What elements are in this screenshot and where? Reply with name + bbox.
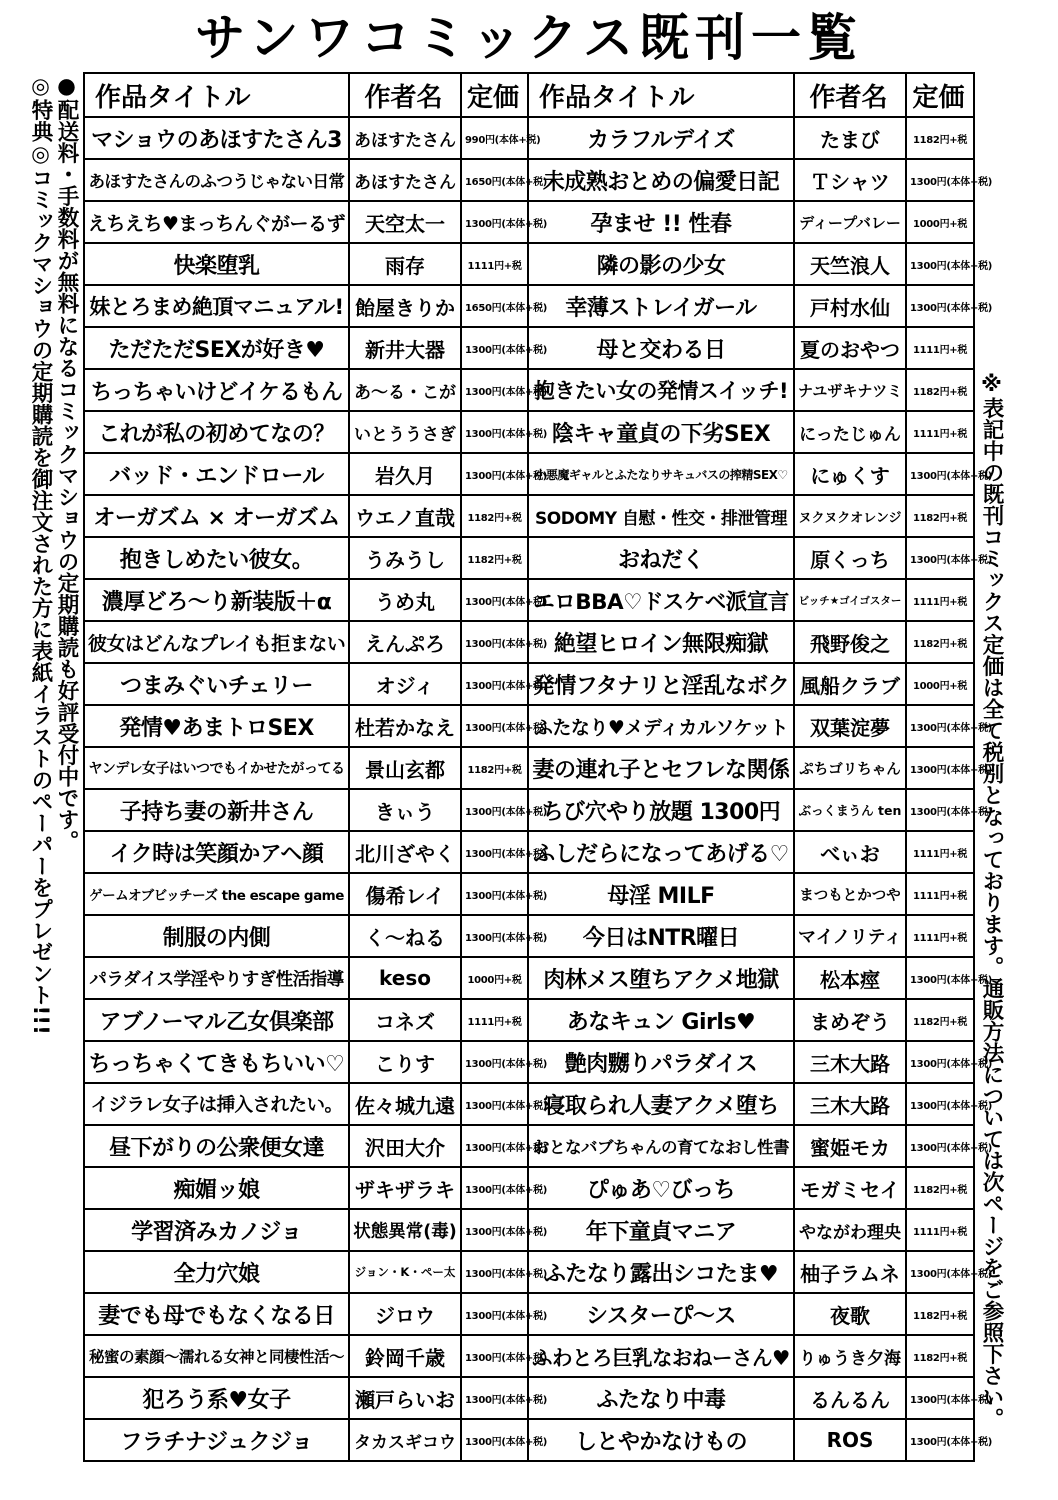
left-price-cell: 1300円(本体+税) — [461, 621, 528, 663]
left-author-cell: 鈴岡千歳 — [349, 1335, 461, 1377]
left-title-cell: 発情♥あまトロSEX — [84, 705, 349, 747]
table-row — [84, 789, 974, 831]
right-author-cell: Ｔシャツ — [794, 159, 906, 201]
right-price-cell: 1111円+税 — [906, 831, 974, 873]
table-row — [84, 411, 974, 453]
right-author-cell: 原くっち — [794, 537, 906, 579]
left-title-cell: イク時は笑顔かアヘ顔 — [84, 831, 349, 873]
right-price-cell: 1182円+税 — [906, 117, 974, 159]
left-title-cell: フラチナジュクジョ — [84, 1419, 349, 1461]
table-header-row — [84, 73, 974, 117]
left-title-cell: オーガズム × オーガズム — [84, 495, 349, 537]
right-author-cell: 三木大路 — [794, 1041, 906, 1083]
right-title-cell: SODOMY 自慰・性交・排泄管理 — [528, 495, 794, 537]
right-price-cell: 1300円(本体+税) — [906, 1083, 974, 1125]
table-row — [84, 1251, 974, 1293]
right-title-cell: 孕ませ !! 性春 — [528, 201, 794, 243]
left-title-cell: 制服の内側 — [84, 915, 349, 957]
left-price-cell: 990円(本体+税) — [461, 117, 528, 159]
right-author-cell: 飛野俊之 — [794, 621, 906, 663]
right-price-cell: 1111円+税 — [906, 1209, 974, 1251]
right-title-cell: 未成熟おとめの偏愛日記 — [528, 159, 794, 201]
left-title-cell: 濃厚どろ〜り新装版＋α — [84, 579, 349, 621]
right-title-cell: 小悪魔ギャルとふたなりサキュバスの搾精SEX♡ — [528, 453, 794, 495]
right-title-cell: 陰キャ童貞の下劣SEX — [528, 411, 794, 453]
left-author-cell: ジロウ — [349, 1293, 461, 1335]
right-title-cell: 肉林メス堕ちアクメ地獄 — [528, 957, 794, 999]
left-price-cell: 1300円(本体+税) — [461, 1083, 528, 1125]
table-row — [84, 621, 974, 663]
left-price-cell: 1300円(本体+税) — [461, 411, 528, 453]
left-author-cell: 景山玄都 — [349, 747, 461, 789]
right-title-cell: あなキュン Girls♥ — [528, 999, 794, 1041]
header-title-right: 作品タイトル — [528, 73, 794, 117]
right-author-cell: まつもとかつや — [794, 873, 906, 915]
right-author-cell: ROS — [794, 1419, 906, 1461]
right-author-cell: モガミセイ — [794, 1167, 906, 1209]
right-title-cell: ちび穴やり放題 1300円 — [528, 789, 794, 831]
right-title-cell: 隣の影の少女 — [528, 243, 794, 285]
table-row — [84, 999, 974, 1041]
right-title-cell: 絶望ヒロイン無限痴獄 — [528, 621, 794, 663]
left-title-cell: 犯ろう系♥女子 — [84, 1377, 349, 1419]
left-author-cell: く〜ねる — [349, 915, 461, 957]
table-row — [84, 705, 974, 747]
left-price-cell: 1300円(本体+税) — [461, 1167, 528, 1209]
left-author-cell: ジョン・K・ペー太 — [349, 1251, 461, 1293]
right-price-cell: 1111円+税 — [906, 327, 974, 369]
left-author-cell: あ〜る・こが — [349, 369, 461, 411]
left-price-cell: 1182円+税 — [461, 537, 528, 579]
right-title-cell: 寝取られ人妻アクメ堕ち — [528, 1083, 794, 1125]
left-title-cell: パラダイス学淫やりすぎ性活指導 — [84, 957, 349, 999]
bonus-note: ◎特典◎コミックマショウの定期購読を御注文された方に表紙イラストのペーパーをプレゼント!!! — [28, 74, 53, 1035]
right-author-cell: マイノリティ — [794, 915, 906, 957]
left-price-cell: 1300円(本体+税) — [461, 369, 528, 411]
left-price-cell: 1650円(本体+税) — [461, 285, 528, 327]
left-author-cell: ザキザラキ — [349, 1167, 461, 1209]
right-price-cell: 1300円(本体+税) — [906, 1251, 974, 1293]
left-title-cell: バッド・エンドロール — [84, 453, 349, 495]
right-author-cell: たまび — [794, 117, 906, 159]
right-title-cell: おとなバブちゃんの育てなおし性書 — [528, 1125, 794, 1167]
left-title-cell: これが私の初めてなの？ — [84, 411, 349, 453]
left-author-cell: あほすたさん — [349, 117, 461, 159]
right-author-cell: ディープバレー — [794, 201, 906, 243]
left-title-cell: 全力穴娘 — [84, 1251, 349, 1293]
table-row — [84, 453, 974, 495]
left-price-cell: 1182円+税 — [461, 747, 528, 789]
table-row — [84, 1293, 974, 1335]
left-author-cell: keso — [349, 957, 461, 999]
right-price-cell: 1000円+税 — [906, 663, 974, 705]
table-row — [84, 495, 974, 537]
table-row — [84, 915, 974, 957]
right-author-cell: まめぞう — [794, 999, 906, 1041]
left-title-cell: 学習済みカノジョ — [84, 1209, 349, 1251]
left-title-cell: 秘蜜の素顔〜濡れる女神と同棲性活〜 — [84, 1335, 349, 1377]
right-title-cell: ふわとろ巨乳なおねーさん♥ — [528, 1335, 794, 1377]
left-title-cell: 妻でも母でもなくなる日 — [84, 1293, 349, 1335]
left-title-cell: ヤンデレ女子はいつでもイかせたがってる — [84, 747, 349, 789]
left-price-cell: 1300円(本体+税) — [461, 789, 528, 831]
right-price-cell: 1300円(本体+税) — [906, 285, 974, 327]
right-title-cell: 幸薄ストレイガール — [528, 285, 794, 327]
table-row — [84, 1083, 974, 1125]
right-author-cell: ぶっくまうん ten — [794, 789, 906, 831]
left-price-cell: 1300円(本体+税) — [461, 663, 528, 705]
right-title-cell: シスターぴ〜ス — [528, 1293, 794, 1335]
table-row — [84, 1167, 974, 1209]
left-price-cell: 1300円(本体+税) — [461, 831, 528, 873]
left-author-cell: コネズ — [349, 999, 461, 1041]
table-row — [84, 117, 974, 159]
left-author-cell: えんぷろ — [349, 621, 461, 663]
page-title: サンワコミックス既刊一覧 — [195, 9, 863, 67]
table-row — [84, 747, 974, 789]
table-row — [84, 369, 974, 411]
left-title-cell: 抱きしめたい彼女。 — [84, 537, 349, 579]
right-price-cell: 1182円+税 — [906, 495, 974, 537]
table-row — [84, 1125, 974, 1167]
left-price-cell: 1182円+税 — [461, 495, 528, 537]
left-author-cell: 飴屋きりか — [349, 285, 461, 327]
left-author-cell: 佐々城九遠 — [349, 1083, 461, 1125]
right-author-cell: 夏のおやつ — [794, 327, 906, 369]
left-price-cell: 1300円(本体+税) — [461, 201, 528, 243]
left-title-cell: あほすたさんのふつうじゃない日常 — [84, 159, 349, 201]
table-row — [84, 579, 974, 621]
right-author-cell: ぷちゴリちゃん — [794, 747, 906, 789]
header-price-left: 定価 — [461, 73, 528, 117]
right-author-cell: ビッチ★ゴイゴスター — [794, 579, 906, 621]
left-price-cell: 1300円(本体+税) — [461, 1041, 528, 1083]
left-author-cell: 北川ざやく — [349, 831, 461, 873]
right-title-cell: 抱きたい女の発情スイッチ! — [528, 369, 794, 411]
right-author-cell: るんるん — [794, 1377, 906, 1419]
right-title-cell: 艶肉嬲りパラダイス — [528, 1041, 794, 1083]
right-title-cell: ふしだらになってあげる♡ — [528, 831, 794, 873]
right-author-cell: 双葉淀夢 — [794, 705, 906, 747]
table-row — [84, 243, 974, 285]
right-title-cell: おねだく — [528, 537, 794, 579]
left-title-cell: つまみぐいチェリー — [84, 663, 349, 705]
header-author-left: 作者名 — [349, 73, 461, 117]
header-title-left: 作品タイトル — [84, 73, 349, 117]
left-price-cell: 1300円(本体+税) — [461, 1419, 528, 1461]
left-author-cell: 岩久月 — [349, 453, 461, 495]
left-author-cell: うめ丸 — [349, 579, 461, 621]
right-price-cell: 1182円+税 — [906, 621, 974, 663]
right-title-cell: ふたなり露出シコたま♥ — [528, 1251, 794, 1293]
right-title-cell: ぴゅあ♡びっち — [528, 1167, 794, 1209]
left-price-cell: 1111円+税 — [461, 243, 528, 285]
table-row — [84, 873, 974, 915]
right-author-cell: ナユザキナツミ — [794, 369, 906, 411]
price-note: ※表記中の既刊コミックス定価は全て税別となっております。通販方法については次ページをご参照下さい。 — [979, 372, 1004, 1429]
left-price-cell: 1300円(本体+税) — [461, 1251, 528, 1293]
left-title-cell: 快楽堕乳 — [84, 243, 349, 285]
left-price-cell: 1300円(本体+税) — [461, 1293, 528, 1335]
left-author-cell: きぃう — [349, 789, 461, 831]
left-title-cell: イジラレ女子は挿入されたい。 — [84, 1083, 349, 1125]
right-price-cell: 1300円(本体+税) — [906, 1125, 974, 1167]
right-price-cell: 1111円+税 — [906, 873, 974, 915]
table-row — [84, 327, 974, 369]
table-row — [84, 1209, 974, 1251]
table-row — [84, 159, 974, 201]
left-price-cell: 1300円(本体+税) — [461, 453, 528, 495]
right-author-cell: 戸村水仙 — [794, 285, 906, 327]
left-price-cell: 1300円(本体+税) — [461, 1377, 528, 1419]
left-price-cell: 1300円(本体+税) — [461, 579, 528, 621]
right-title-cell: しとやかなけもの — [528, 1419, 794, 1461]
right-price-cell: 1300円(本体+税) — [906, 1041, 974, 1083]
left-price-cell: 1300円(本体+税) — [461, 1335, 528, 1377]
left-title-cell: 痴媚ッ娘 — [84, 1167, 349, 1209]
right-author-cell: 三木大路 — [794, 1083, 906, 1125]
table-row — [84, 1335, 974, 1377]
right-title-cell: 妻の連れ子とセフレな関係 — [528, 747, 794, 789]
left-price-cell: 1111円+税 — [461, 999, 528, 1041]
right-price-cell: 1300円(本体+税) — [906, 705, 974, 747]
left-title-cell: マショウのあほすたさん3 — [84, 117, 349, 159]
table-row — [84, 537, 974, 579]
left-author-cell: 沢田大介 — [349, 1125, 461, 1167]
left-title-cell: えちえち♥まっちんぐがーるず — [84, 201, 349, 243]
left-author-cell: 雨存 — [349, 243, 461, 285]
right-author-cell: べぃお — [794, 831, 906, 873]
left-price-cell: 1300円(本体+税) — [461, 915, 528, 957]
right-author-cell: 松本痙 — [794, 957, 906, 999]
right-price-cell: 1000円+税 — [906, 201, 974, 243]
left-author-cell: 状態異常(毒) — [349, 1209, 461, 1251]
left-price-cell: 1300円(本体+税) — [461, 705, 528, 747]
right-price-cell: 1111円+税 — [906, 411, 974, 453]
right-title-cell: 母と交わる日 — [528, 327, 794, 369]
right-title-cell: カラフルデイズ — [528, 117, 794, 159]
header-price-right: 定価 — [906, 73, 974, 117]
right-price-cell: 1300円(本体+税) — [906, 243, 974, 285]
left-title-cell: 彼女はどんなプレイも拒まない — [84, 621, 349, 663]
right-author-cell: ヌクヌクオレンジ — [794, 495, 906, 537]
left-price-cell: 1000円+税 — [461, 957, 528, 999]
left-price-cell: 1300円(本体+税) — [461, 1125, 528, 1167]
right-price-cell: 1300円(本体+税) — [906, 1377, 974, 1419]
right-title-cell: エロBBA♡ドスケベ派宣言 — [528, 579, 794, 621]
right-author-cell: やながわ理央 — [794, 1209, 906, 1251]
left-author-cell: こりす — [349, 1041, 461, 1083]
left-title-cell: ただただSEXが好き♥ — [84, 327, 349, 369]
left-title-cell: ちっちゃいけどイケるもん — [84, 369, 349, 411]
right-price-cell: 1300円(本体+税) — [906, 789, 974, 831]
table-row — [84, 285, 974, 327]
table-row — [84, 663, 974, 705]
right-title-cell: 発情フタナリと淫乱なボク — [528, 663, 794, 705]
subscription-note: ●配送料・手数料が無料になるコミックマショウの定期購読も好評受付中です。 — [54, 74, 79, 852]
left-price-cell: 1300円(本体+税) — [461, 327, 528, 369]
right-price-cell: 1300円(本体+税) — [906, 957, 974, 999]
left-price-cell: 1300円(本体+税) — [461, 1209, 528, 1251]
right-price-cell: 1182円+税 — [906, 999, 974, 1041]
table-row — [84, 831, 974, 873]
right-author-cell: 夜歌 — [794, 1293, 906, 1335]
right-price-cell: 1300円(本体+税) — [906, 747, 974, 789]
right-title-cell: 今日はNTR曜日 — [528, 915, 794, 957]
left-author-cell: 杜若かなえ — [349, 705, 461, 747]
right-price-cell: 1182円+税 — [906, 1167, 974, 1209]
left-title-cell: アブノーマル乙女倶楽部 — [84, 999, 349, 1041]
header-author-right: 作者名 — [794, 73, 906, 117]
left-author-cell: あほすたさん — [349, 159, 461, 201]
table-row — [84, 201, 974, 243]
right-author-cell: りゅうき夕海 — [794, 1335, 906, 1377]
left-author-cell: いとううさぎ — [349, 411, 461, 453]
table-row — [84, 1419, 974, 1461]
right-author-cell: 蜜姫モカ — [794, 1125, 906, 1167]
left-author-cell: 天空太一 — [349, 201, 461, 243]
right-price-cell: 1111円+税 — [906, 915, 974, 957]
left-title-cell: ゲームオブビッチーズ the escape game — [84, 873, 349, 915]
right-author-cell: 天竺浪人 — [794, 243, 906, 285]
right-price-cell: 1300円(本体+税) — [906, 159, 974, 201]
right-price-cell: 1111円+税 — [906, 579, 974, 621]
right-author-cell: 風船クラブ — [794, 663, 906, 705]
left-title-cell: ちっちゃくてきもちいい♡ — [84, 1041, 349, 1083]
table-row — [84, 1041, 974, 1083]
right-title-cell: 年下童貞マニア — [528, 1209, 794, 1251]
left-price-cell: 1650円(本体+税) — [461, 159, 528, 201]
left-price-cell: 1300円(本体+税) — [461, 873, 528, 915]
right-price-cell: 1300円(本体+税) — [906, 453, 974, 495]
left-title-cell: 子持ち妻の新井さん — [84, 789, 349, 831]
right-price-cell: 1182円+税 — [906, 1293, 974, 1335]
right-title-cell: ふたなり♥メディカルソケット — [528, 705, 794, 747]
right-price-cell: 1182円+税 — [906, 1335, 974, 1377]
right-price-cell: 1182円+税 — [906, 369, 974, 411]
right-author-cell: 柚子ラムネ — [794, 1251, 906, 1293]
right-author-cell: にゅくす — [794, 453, 906, 495]
table-row — [84, 957, 974, 999]
left-title-cell: 妹とろまめ絶頂マニュアル! — [84, 285, 349, 327]
table-row — [84, 1377, 974, 1419]
left-author-cell: ウエノ直哉 — [349, 495, 461, 537]
left-author-cell: 新井大器 — [349, 327, 461, 369]
left-author-cell: オジィ — [349, 663, 461, 705]
right-author-cell: にったじゅん — [794, 411, 906, 453]
right-price-cell: 1300円(本体+税) — [906, 537, 974, 579]
left-author-cell: 傷希レイ — [349, 873, 461, 915]
left-author-cell: うみうし — [349, 537, 461, 579]
right-title-cell: ふたなり中毒 — [528, 1377, 794, 1419]
right-price-cell: 1300円(本体+税) — [906, 1419, 974, 1461]
left-author-cell: 瀬戸らいお — [349, 1377, 461, 1419]
left-title-cell: 昼下がりの公衆便女達 — [84, 1125, 349, 1167]
left-author-cell: タカスギコウ — [349, 1419, 461, 1461]
right-title-cell: 母淫 MILF — [528, 873, 794, 915]
